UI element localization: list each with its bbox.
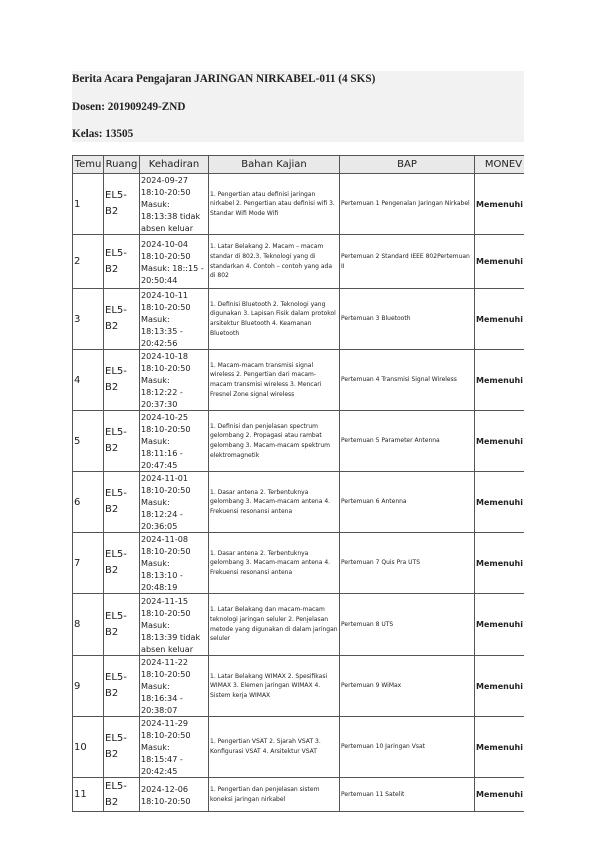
cell-kehadiran: 2024-10-04 18:10-20:50 Masuk: 18::15 - 20:50:44 xyxy=(140,235,209,289)
cell-ruang: EL5-B2 xyxy=(104,289,140,350)
cell-bap: Pertemuan 10 Jaringan Vsat xyxy=(340,717,475,778)
cell-bahan-kajian: 1. Macam-macam transmisi signal wireless 2. Pengertian dari macam-macam transmisi wireless 3. Mencari Fresnel Zone signal wireless xyxy=(209,350,340,411)
cell-bahan-kajian: 1. Pengertian atau definisi jaringan nirkabel 2. Pengertian atau definisi wifi 3. Standar Wifi Mode Wifi xyxy=(209,174,340,235)
cell-bahan-kajian: 1. Definisi Bluetooth 2. Teknologi yang digunakan 3. Lapisan Fisik dalam protokol arsitektur Bluetooth 4. Keamanan Bluetooth xyxy=(209,289,340,350)
cell-bahan-kajian: 1. Definisi dan penjelasan spectrum gelombang 2. Propagasi atau rambat gelombang 3. Macam-macam spektrum elektromagnetik xyxy=(209,411,340,472)
table-row xyxy=(73,235,525,289)
cell-bahan-kajian: 1. Latar Belakang dan macam-macam teknologi jaringan seluler 2. Penjelasan metode yang digunakan di dalam jaringan seluler xyxy=(209,594,340,656)
cell-bap: Pertemuan 11 Satelit xyxy=(340,778,475,812)
cell-monev: Memenuhi xyxy=(475,533,525,594)
cell-kehadiran: 2024-11-01 18:10-20:50 Masuk: 18:12:24 - 20:36:05 xyxy=(140,472,209,533)
cell-kehadiran: 2024-12-06 18:10-20:50 xyxy=(140,778,209,812)
cell-bahan-kajian: 1. Pengertian dan penjelasan sistem koneksi jaringan nirkabel xyxy=(209,778,340,812)
cell-ruang: EL5-B2 xyxy=(104,350,140,411)
cell-temu: 11 xyxy=(73,778,104,812)
cell-monev: Memenuhi xyxy=(475,472,525,533)
cell-ruang: EL5-B2 xyxy=(104,533,140,594)
cell-monev: Memenuhi xyxy=(475,778,525,812)
cell-bahan-kajian: 1. Latar Belakang WIMAX 2. Spesifikasi WIMAX 3. Elemen jaringan WIMAX 4. Sistem kerja WIMAX xyxy=(209,656,340,717)
cell-temu: 10 xyxy=(73,717,104,778)
cell-kehadiran: 2024-10-25 18:10-20:50 Masuk: 18:11:16 - 20:47:45 xyxy=(140,411,209,472)
cell-ruang: EL5-B2 xyxy=(104,472,140,533)
cell-bahan-kajian: 1. Dasar antena 2. Terbentuknya gelombang 3. Macam-macam antena 4. Frekuensi resonansi antena xyxy=(209,533,340,594)
column-header-temu: Temu xyxy=(73,156,104,174)
table-row xyxy=(73,174,525,235)
table-row xyxy=(73,350,525,411)
column-header-bahan-kajian: Bahan Kajian xyxy=(209,156,340,174)
table-header-row xyxy=(73,156,525,174)
cell-ruang: EL5-B2 xyxy=(104,778,140,812)
cell-monev: Memenuhi xyxy=(475,656,525,717)
cell-kehadiran: 2024-11-15 18:10-20:50 Masuk: 18:13:39 tidak absen keluar xyxy=(140,594,209,656)
cell-bahan-kajian: 1. Pengertian VSAT 2. Sjarah VSAT 3. Konfigurasi VSAT 4. Arsitektur VSAT xyxy=(209,717,340,778)
cell-bap: Pertemuan 4 Transmisi Signal Wireless xyxy=(340,350,475,411)
table-row xyxy=(73,533,525,594)
cell-temu: 8 xyxy=(73,594,104,656)
cell-temu: 9 xyxy=(73,656,104,717)
table-row xyxy=(73,411,525,472)
cell-bahan-kajian: 1. Latar Belakang 2. Macam – macam standar di 802.3. Teknologi yang di standarkan 4. Contoh – contoh yang ada di 802 xyxy=(209,235,340,289)
cell-bahan-kajian: 1. Dasar antena 2. Terbentuknya gelombang 3. Macam-macam antena 4. Frekuensi resonansi antena xyxy=(209,472,340,533)
cell-temu: 6 xyxy=(73,472,104,533)
table-row xyxy=(73,594,525,656)
column-header-ruang: Ruang xyxy=(104,156,140,174)
cell-bap: Pertemuan 6 Antenna xyxy=(340,472,475,533)
cell-bap: Pertemuan 5 Parameter Antenna xyxy=(340,411,475,472)
cell-monev: Memenuhi xyxy=(475,289,525,350)
cell-temu: 4 xyxy=(73,350,104,411)
column-header-monev: MONEV xyxy=(475,156,525,174)
table-row xyxy=(73,778,525,812)
cell-monev: Memenuhi xyxy=(475,594,525,656)
cell-monev: Memenuhi xyxy=(475,350,525,411)
cell-kehadiran: 2024-10-18 18:10-20:50 Masuk: 18:12:22 - 20:37:30 xyxy=(140,350,209,411)
cell-temu: 2 xyxy=(73,235,104,289)
column-header-bap: BAP xyxy=(340,156,475,174)
cell-monev: Memenuhi xyxy=(475,717,525,778)
cell-ruang: EL5-B2 xyxy=(104,411,140,472)
table-row xyxy=(73,656,525,717)
cell-temu: 7 xyxy=(73,533,104,594)
cell-bap: Pertemuan 9 WiMax xyxy=(340,656,475,717)
cell-bap: Pertemuan 2 Standard IEEE 802Pertemuan II xyxy=(340,235,475,289)
cell-bap: Pertemuan 8 UTS xyxy=(340,594,475,656)
cell-temu: 3 xyxy=(73,289,104,350)
attendance-table-container xyxy=(72,155,524,842)
column-header-kehadiran: Kehadiran xyxy=(140,156,209,174)
cell-kehadiran: 2024-11-22 18:10-20:50 Masuk: 18:16:34 - 20:38:07 xyxy=(140,656,209,717)
cell-temu: 1 xyxy=(73,174,104,235)
cell-monev: Memenuhi xyxy=(475,411,525,472)
cell-ruang: EL5-B2 xyxy=(104,656,140,717)
cell-ruang: EL5-B2 xyxy=(104,717,140,778)
cell-bap: Pertemuan 3 Bluetooth xyxy=(340,289,475,350)
cell-kehadiran: 2024-11-29 18:10-20:50 Masuk: 18:15:47 - 20:42:45 xyxy=(140,717,209,778)
report-header xyxy=(72,71,524,142)
cell-monev: Memenuhi xyxy=(475,235,525,289)
cell-kehadiran: 2024-11-08 18:10-20:50 Masuk: 18:13:10 - 20:48:19 xyxy=(140,533,209,594)
attendance-table xyxy=(72,155,524,812)
cell-kehadiran: 2024-10-11 18:10-20:50 Masuk: 18:13:35 - 20:42:56 xyxy=(140,289,209,350)
report-title: Berita Acara Pengajaran JARINGAN NIRKABEL-011 (4 SKS) xyxy=(72,73,376,85)
cell-ruang: EL5-B2 xyxy=(104,174,140,235)
cell-ruang: EL5-B2 xyxy=(104,235,140,289)
table-row xyxy=(73,717,525,778)
cell-temu: 5 xyxy=(73,411,104,472)
table-row xyxy=(73,472,525,533)
cell-bap: Pertemuan 7 Quis Pra UTS xyxy=(340,533,475,594)
class-info: Kelas: 13505 xyxy=(72,128,134,140)
cell-bap: Pertemuan 1 Pengenalan Jaringan Nirkabel xyxy=(340,174,475,235)
cell-ruang: EL5-B2 xyxy=(104,594,140,656)
lecturer-info: Dosen: 201909249-ZND xyxy=(72,101,186,113)
cell-monev: Memenuhi xyxy=(475,174,525,235)
cell-kehadiran: 2024-09-27 18:10-20:50 Masuk: 18:13:38 tidak absen keluar xyxy=(140,174,209,235)
table-row xyxy=(73,289,525,350)
